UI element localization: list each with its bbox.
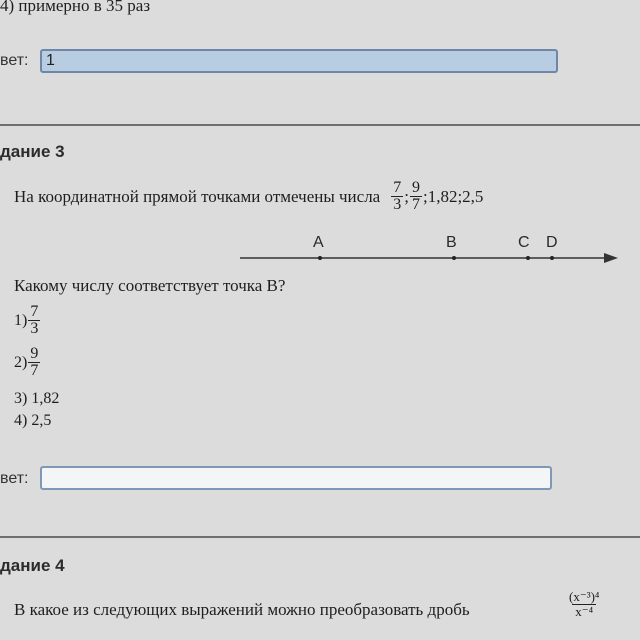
option-index: 3) <box>14 390 28 407</box>
number-line <box>240 232 620 268</box>
task-4-statement: В какое из следующих выражений можно преобразовать дробь <box>14 600 470 619</box>
option-value: 2,5 <box>31 412 52 429</box>
task-divider <box>0 124 640 126</box>
option-value: 1,82 <box>31 390 60 407</box>
fraction-numerator: 7 <box>30 303 39 320</box>
answer-label: вет: <box>0 52 29 69</box>
answer-input-task3[interactable] <box>40 466 552 490</box>
option-3 <box>14 390 59 408</box>
fraction-7-3 <box>391 180 403 213</box>
point-b-label: B <box>446 234 457 251</box>
previous-option-4: 4) примерно в 35 раз <box>0 0 151 15</box>
task-4-fraction <box>566 590 602 620</box>
point-a-label: A <box>313 234 324 251</box>
fraction-denominator: x⁻⁴ <box>572 604 596 619</box>
task-divider <box>0 536 640 538</box>
option-fraction <box>28 346 40 379</box>
option-2 <box>14 346 41 379</box>
point-b-mark <box>452 256 456 260</box>
fraction-numerator: 9 <box>411 179 420 196</box>
task-4-title: дание 4 <box>0 556 65 575</box>
task-3-title: дание 3 <box>0 142 65 161</box>
point-a-mark <box>318 256 322 260</box>
option-1 <box>14 304 41 337</box>
option-index: 2) <box>14 353 28 371</box>
answer-input-task2[interactable]: 1 <box>40 49 558 73</box>
task-3-statement <box>14 180 483 213</box>
fraction-9-7 <box>410 180 422 213</box>
point-d-mark <box>550 256 554 260</box>
point-c-mark <box>526 256 530 260</box>
fraction-numerator: 7 <box>393 179 402 196</box>
separator: ; <box>404 186 409 206</box>
fraction-denominator: 7 <box>411 196 420 213</box>
axis-arrow <box>604 253 618 263</box>
task-3-question: Какому числу соответствует точка B? <box>14 276 286 295</box>
option-fraction <box>28 304 40 337</box>
option-4 <box>14 412 51 430</box>
fraction-denominator: 7 <box>30 362 39 379</box>
point-c-label: C <box>518 234 530 251</box>
statement-text: На координатной прямой точками отмечены числа <box>14 186 381 206</box>
answer-label: вет: <box>0 470 29 487</box>
fraction-denominator: 3 <box>393 196 402 213</box>
option-index: 4) <box>14 412 28 429</box>
fraction-numerator: (x⁻³)⁴ <box>569 589 600 604</box>
fraction-denominator: 3 <box>30 320 39 337</box>
option-index: 1) <box>14 311 28 329</box>
point-d-label: D <box>546 234 558 251</box>
numbers-tail: ;1,82;2,5 <box>422 186 484 206</box>
fraction-numerator: 9 <box>30 345 39 362</box>
